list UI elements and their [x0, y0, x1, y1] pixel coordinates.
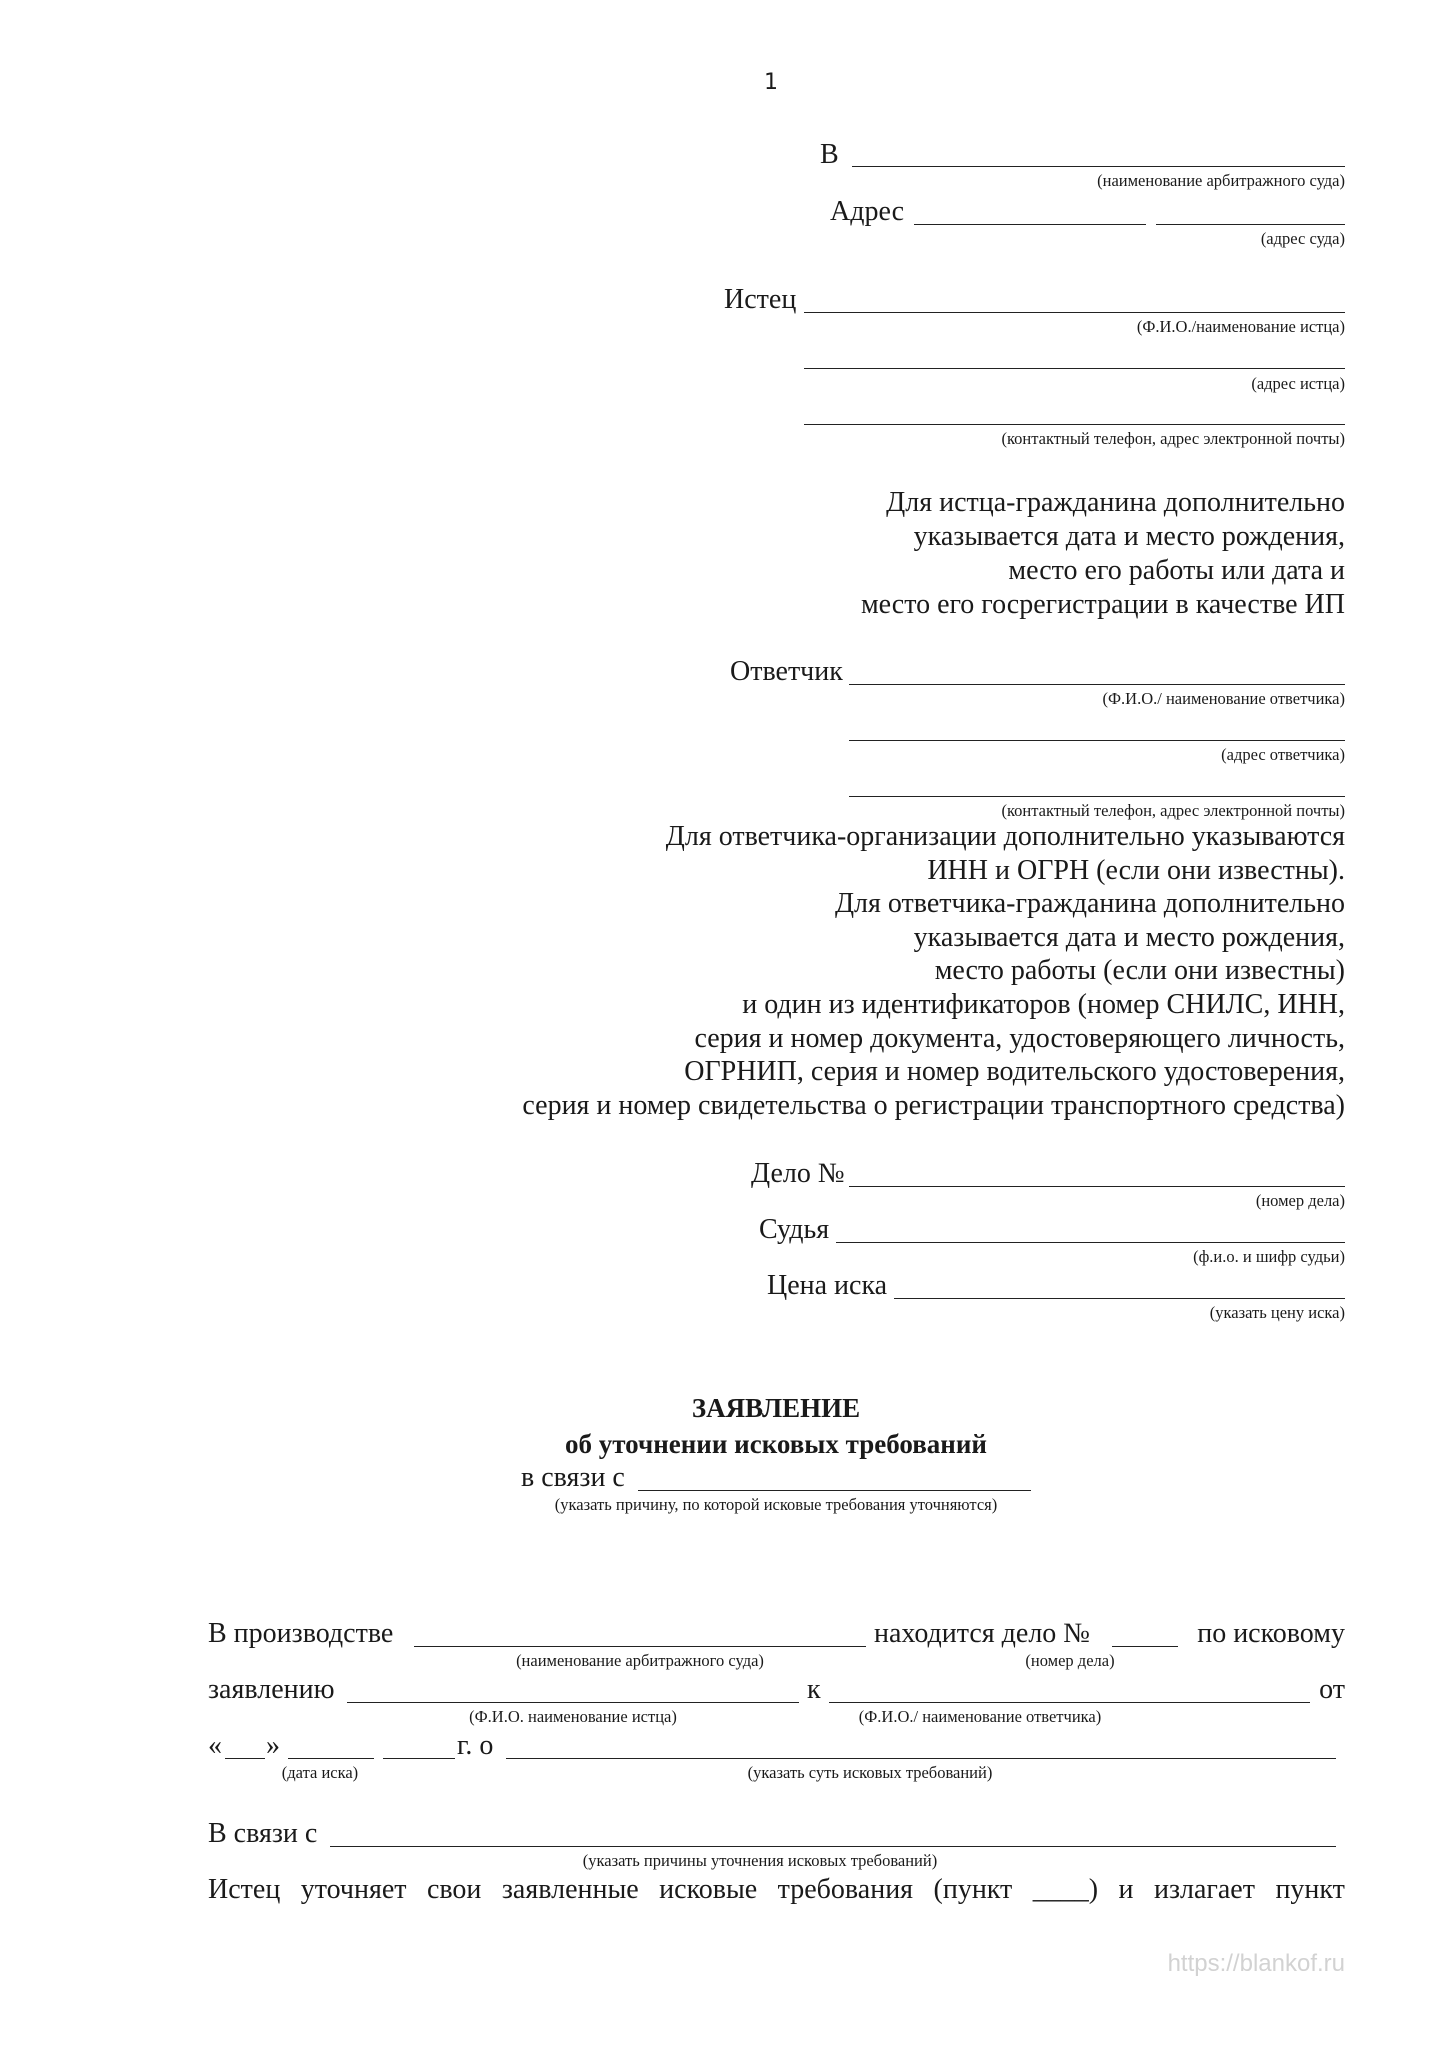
- plaintiff-note-line: указывается дата и место рождения,: [913, 521, 1345, 552]
- p1-court-field[interactable]: [414, 1646, 866, 1647]
- plaintiff-note-line: место его работы или дата и: [1008, 555, 1345, 586]
- defendant-note-line: ОГРНИП, серия и номер водительского удостоверения,: [684, 1056, 1345, 1088]
- defendant-note-line: Для ответчика-организации дополнительно указываются: [665, 821, 1345, 852]
- p5-word: ____): [1032, 1874, 1099, 1905]
- court-field[interactable]: [852, 166, 1345, 167]
- p3-day-field[interactable]: [225, 1758, 265, 1759]
- plaintiff-note-line: место его госрегистрации в качестве ИП: [860, 589, 1345, 620]
- defendant-note-line: серия и номер документа, удостоверяющего личность,: [694, 1022, 1345, 1054]
- price-caption: (указать цену иска): [1209, 1303, 1345, 1322]
- p3-month-field[interactable]: [288, 1758, 374, 1759]
- defendant-note-line: ИНН и ОГРН (если они известны).: [927, 854, 1345, 886]
- p2-plaintiff-field[interactable]: [347, 1702, 799, 1703]
- defendant-note-line: указывается дата и место рождения,: [913, 921, 1345, 953]
- address-field-2[interactable]: [1156, 224, 1345, 225]
- p5-word: Истец: [208, 1874, 281, 1905]
- case-number-field[interactable]: [849, 1186, 1345, 1187]
- document-subtitle: об уточнении исковых требований: [565, 1429, 987, 1459]
- defendant-label: Ответчик: [730, 656, 843, 687]
- plaintiff-field[interactable]: [804, 312, 1345, 313]
- plaintiff-address-caption: (адрес истца): [1251, 374, 1345, 393]
- p1-case-caption: (номер дела): [1025, 1651, 1115, 1670]
- p5-word: излагает: [1153, 1874, 1255, 1905]
- p1-mid: находится дело №: [874, 1618, 1091, 1649]
- p5-word: (пункт: [933, 1874, 1013, 1905]
- p3-date-caption: (дата иска): [281, 1763, 359, 1782]
- watermark: https://blankof.ru: [1167, 1950, 1345, 1977]
- plaintiff-contacts-field[interactable]: [804, 424, 1345, 425]
- plaintiff-contacts-caption: (контактный телефон, адрес электронной почты): [1001, 429, 1345, 448]
- plaintiff-label: Истец: [724, 284, 797, 315]
- address-caption: (адрес суда): [1260, 229, 1345, 248]
- p5-word: и: [1118, 1874, 1134, 1905]
- reason-field[interactable]: [638, 1490, 1031, 1491]
- p1-end: по исковому: [1197, 1618, 1345, 1649]
- court-prefix: В: [820, 139, 839, 170]
- defendant-contacts-field[interactable]: [849, 796, 1345, 797]
- p1-start: В производстве: [208, 1618, 394, 1649]
- court-caption: (наименование арбитражного суда): [1097, 171, 1345, 190]
- p3-year-field[interactable]: [383, 1758, 455, 1759]
- price-label: Цена иска: [767, 1270, 888, 1301]
- p5-word: исковые: [659, 1874, 758, 1905]
- price-field[interactable]: [894, 1298, 1345, 1299]
- plaintiff-caption: (Ф.И.О./наименование истца): [1136, 317, 1345, 336]
- document-title: ЗАЯВЛЕНИЕ: [691, 1393, 861, 1423]
- defendant-note: [522, 820, 1345, 1122]
- p3-claims-field[interactable]: [506, 1758, 1336, 1759]
- p2-k: к: [807, 1674, 821, 1705]
- p3-year: г. о: [457, 1730, 494, 1761]
- p5-word: заявленные: [501, 1874, 639, 1905]
- page-number: 1: [764, 70, 778, 95]
- p3-quote-close: »: [266, 1730, 280, 1761]
- judge-field[interactable]: [836, 1242, 1345, 1243]
- defendant-field[interactable]: [849, 684, 1345, 685]
- defendant-address-caption: (адрес ответчика): [1221, 745, 1345, 764]
- defendant-note-line: Для ответчика-гражданина дополнительно: [834, 888, 1345, 920]
- p5-line: [208, 1874, 1345, 1906]
- p2-plaintiff-caption: (Ф.И.О. наименование истца): [469, 1707, 677, 1726]
- address-label: Адрес: [830, 196, 905, 227]
- p5-word: свои: [426, 1874, 482, 1905]
- p2-start: заявлению: [208, 1674, 335, 1705]
- defendant-note-line: место работы (если они известны): [934, 955, 1345, 987]
- p1-court-caption: (наименование арбитражного суда): [516, 1651, 764, 1670]
- judge-caption: (ф.и.о. и шифр судьи): [1193, 1247, 1345, 1266]
- defendant-address-field[interactable]: [849, 740, 1345, 741]
- defendant-caption: (Ф.И.О./ наименование ответчика): [1102, 689, 1345, 708]
- p1-case-field[interactable]: [1112, 1646, 1178, 1647]
- p4-caption: (указать причины уточнения исковых требований): [582, 1851, 938, 1870]
- p5-word: пункт: [1275, 1874, 1345, 1905]
- defendant-note-line: и один из идентификаторов (номер СНИЛС, ИНН,: [742, 988, 1345, 1020]
- case-caption: (номер дела): [1255, 1191, 1345, 1210]
- p4-start: В связи с: [208, 1818, 318, 1849]
- address-field-1[interactable]: [914, 224, 1146, 225]
- plaintiff-note-line: Для истца-гражданина дополнительно: [886, 487, 1345, 518]
- p3-quote-open: «: [208, 1730, 222, 1761]
- plaintiff-note: [861, 486, 1345, 622]
- p2-defendant-field[interactable]: [829, 1702, 1310, 1703]
- p4-reason-field[interactable]: [330, 1846, 1336, 1847]
- defendant-note-line: серия и номер свидетельства о регистрации транспортного средства): [522, 1089, 1345, 1121]
- plaintiff-address-field[interactable]: [804, 368, 1345, 369]
- reason-prefix: в связи с: [521, 1462, 625, 1493]
- p2-end: от: [1319, 1674, 1345, 1705]
- p5-word: уточняет: [300, 1874, 407, 1905]
- p2-defendant-caption: (Ф.И.О./ наименование ответчика): [858, 1707, 1102, 1726]
- p3-claims-caption: (указать суть исковых требований): [747, 1763, 993, 1782]
- case-label: Дело №: [751, 1158, 845, 1189]
- defendant-contacts-caption: (контактный телефон, адрес электронной почты): [1001, 801, 1345, 820]
- p5-word: требования: [777, 1874, 914, 1905]
- judge-label: Судья: [759, 1214, 830, 1245]
- reason-caption: (указать причину, по которой исковые требования уточняются): [554, 1495, 998, 1514]
